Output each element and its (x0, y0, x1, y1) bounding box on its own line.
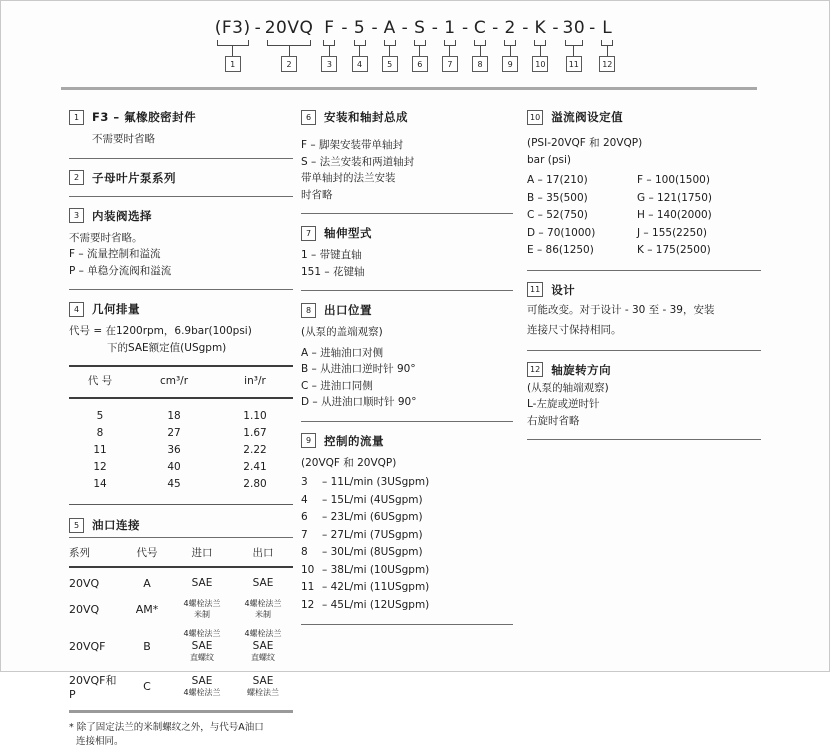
code-separator: - (254, 18, 261, 38)
code-stem (540, 46, 541, 56)
code-segment-8 (471, 17, 489, 72)
divider (69, 537, 293, 538)
code-stem (449, 46, 450, 56)
section-line: 带单轴封的法兰安装 (301, 172, 396, 184)
code-stem (359, 46, 360, 56)
section-line: C – 进油口同侧 (301, 379, 373, 392)
table-cell: C (143, 680, 151, 693)
displacement-table (69, 365, 293, 505)
column-left (69, 105, 293, 749)
section-line: 1 – 带键直轴 (301, 249, 362, 261)
section-6-mounting-seal (301, 109, 513, 214)
divider (301, 290, 513, 291)
relief-item: J – 155(2250) (637, 226, 707, 239)
code-segment-text: A (383, 18, 396, 38)
code-number-box: 8 (472, 56, 488, 72)
code-separator: - (552, 18, 559, 38)
code-segment-text: 20VQ (264, 18, 314, 38)
code-segment-text: 2 (504, 18, 516, 38)
code-number-box: 2 (281, 56, 297, 72)
section-line: D – 从进油口顺时针 90° (301, 396, 417, 408)
code-stem (289, 46, 290, 56)
table-cell: 14 (93, 478, 107, 490)
section-line: 右旋时省略 (527, 414, 580, 427)
code-segment-text: (F3) (214, 18, 251, 38)
relief-item: D – 70(1000) (527, 226, 596, 239)
code-stem (480, 46, 481, 56)
section-line: bar (psi) (527, 153, 571, 166)
table-row (69, 459, 293, 476)
section-line: B – 从进油口逆时针 90° (301, 363, 416, 375)
code-stem (607, 46, 608, 56)
section-line: F – 流量控制和溢流 (69, 248, 161, 260)
section-title: 轴旋转方向 (551, 362, 612, 377)
section-line: 151 – 花键轴 (301, 265, 365, 278)
code-number-box: 11 (566, 56, 582, 72)
section-11-design (527, 282, 761, 351)
port-table-bottom-rule (69, 710, 293, 713)
divider (69, 158, 293, 159)
section-number-badge: 12 (527, 362, 543, 377)
divider (69, 196, 293, 197)
footnote: * 除了固定法兰的米制螺纹之外，与代号A油口 连接相同。 (69, 722, 264, 747)
code-separator: - (461, 18, 469, 38)
code-separator: - (401, 18, 408, 38)
section-title: 溢流阀设定值 (551, 110, 624, 124)
table-row (69, 577, 293, 590)
table-cell: 12 (93, 461, 107, 473)
section-title: 内装阀选择 (92, 208, 152, 223)
code-segment-text: F (324, 18, 335, 38)
code-segment-text: 30 (562, 18, 586, 38)
divider (301, 213, 513, 214)
section-number-badge: 1 (69, 110, 84, 125)
table-cell: 20VQ (69, 577, 100, 590)
code-segment-5 (381, 17, 399, 72)
code-number-box: 6 (412, 56, 428, 72)
relief-item: K – 175(2500) (637, 244, 711, 256)
divider (527, 439, 761, 440)
code-segment-text: 5 (353, 18, 366, 38)
relief-item: E – 86(1250) (527, 244, 594, 256)
section-line: L-左旋或逆时针 (527, 398, 600, 410)
section-8-outlet-position (301, 302, 513, 422)
section-title: 出口位置 (324, 303, 372, 317)
table-cell: 2.80 (243, 478, 267, 490)
code-separator: - (371, 18, 378, 38)
table-header-cell: 代 号 (87, 375, 113, 387)
table-row (69, 442, 293, 459)
section-title: 控制的流量 (324, 433, 384, 448)
table-row (69, 599, 293, 620)
section-1-f3-seals (69, 109, 293, 159)
section-number-badge: 9 (301, 433, 316, 448)
code-stem (573, 46, 574, 56)
code-segment-6 (411, 17, 429, 72)
model-code-diagram (1, 17, 829, 72)
section-12-shaft-rotation (527, 362, 761, 441)
section-number-badge: 7 (301, 226, 316, 241)
section-2-pump-series (69, 170, 293, 197)
table-cell: 5 (96, 410, 104, 422)
section-line: 下的SAE额定值(USgpm) (107, 341, 227, 354)
section-line: P – 单稳分流阀和溢流 (69, 264, 172, 277)
code-stem (510, 46, 511, 56)
flow-item: 8 – 30L/mi (8USgpm) (301, 546, 423, 558)
table-cell: 20VQ (69, 603, 100, 616)
divider (301, 421, 513, 422)
table-cell: 36 (167, 444, 181, 456)
table-cell: 20VQF和P (69, 674, 117, 701)
table-header-cell: 系列 (69, 547, 90, 559)
table-cell: 18 (167, 410, 181, 422)
flow-item: 6 – 23L/mi (6USgpm) (301, 511, 423, 523)
section-number-badge: 2 (69, 170, 84, 185)
section-number-badge: 6 (301, 110, 316, 125)
table-header-cell: 进口 (191, 547, 213, 559)
code-number-box: 3 (321, 56, 337, 72)
table-cell: 2.22 (243, 444, 267, 456)
table-cell: B (143, 639, 151, 653)
divider (69, 289, 293, 290)
code-separator: - (589, 18, 596, 38)
code-segment-2 (264, 17, 315, 72)
divider (527, 350, 761, 351)
table-cell: A (143, 577, 151, 590)
table-header-cell: 出口 (252, 547, 274, 559)
table-cell: 4螺栓法兰 米制 (244, 599, 282, 619)
relief-item: H – 140(2000) (637, 209, 712, 221)
code-separator: - (431, 18, 438, 38)
header-rule (61, 87, 757, 90)
section-intro: (20VQF 和 20VQP) (301, 456, 397, 469)
divider (527, 270, 761, 271)
code-segment-9 (501, 17, 519, 72)
table-cell: SAE (252, 577, 274, 589)
code-segment-text: 1 (444, 18, 456, 38)
section-3-internal-valve (69, 208, 293, 291)
section-title: F3 – 氟橡胶密封件 (92, 110, 197, 124)
port-table-header (69, 540, 293, 568)
code-stem (329, 46, 330, 56)
section-line: (从泵的轴端观察) (527, 381, 609, 394)
section-line: (PSI-20VQF 和 20VQP) (527, 137, 643, 149)
code-segment-text: K (534, 18, 547, 38)
code-stem (232, 46, 233, 56)
flow-item: 3 – 11L/min (3USgpm) (301, 476, 430, 488)
table-cell: 40 (167, 461, 181, 473)
section-line: 时省略 (301, 188, 333, 201)
code-separator: - (492, 18, 499, 38)
section-number-badge: 8 (301, 303, 316, 318)
section-line: A – 进轴油口对侧 (301, 346, 384, 359)
section-5-port-connections (69, 517, 293, 749)
flow-item: 10 – 38L/mi (10USgpm) (301, 563, 430, 576)
code-segment-text: S (414, 18, 426, 38)
relief-item: C – 52(750) (527, 209, 588, 221)
table-cell: AM* (135, 603, 159, 616)
section-line: 不需要时省略 (92, 133, 155, 145)
table-cell: 20VQF (69, 639, 106, 653)
table-cell: 27 (167, 427, 181, 439)
table-cell: 2.41 (243, 461, 267, 473)
table-cell: 4螺栓法兰 SAE 直螺纹 (244, 629, 282, 662)
table-cell: 11 (93, 444, 107, 456)
table-row (69, 672, 293, 701)
code-number-box: 9 (502, 56, 518, 72)
section-number-badge: 4 (69, 302, 84, 317)
code-separator: - (522, 18, 529, 38)
column-middle (301, 105, 513, 749)
relief-item: A – 17(210) (527, 174, 588, 186)
displacement-table-header (69, 367, 293, 399)
code-number-box: 5 (382, 56, 398, 72)
table-cell: SAE (191, 577, 213, 589)
section-line: 不需要时省略。 (69, 231, 143, 244)
section-line: 可能改变。对于设计 - 30 至 - 39，安装 (527, 303, 715, 316)
section-7-shaft-type (301, 225, 513, 291)
table-row (69, 408, 293, 425)
code-stem (389, 46, 390, 56)
table-cell: SAE 4螺栓法兰 (183, 674, 221, 697)
column-right (527, 105, 761, 749)
code-number-box: 1 (225, 56, 241, 72)
section-4-displacement (69, 301, 293, 505)
code-separator: - (341, 18, 348, 38)
section-line: 连接尺寸保持相同。 (527, 323, 622, 336)
section-9-controlled-flow (301, 433, 513, 626)
section-10-relief-valve (527, 109, 761, 271)
table-row (69, 476, 293, 493)
table-cell: 45 (167, 478, 181, 490)
table-cell: 8 (96, 427, 104, 439)
code-number-box: 12 (599, 56, 615, 72)
table-cell: SAE 螺栓法兰 (247, 674, 279, 697)
section-number-badge: 5 (69, 518, 84, 533)
code-number-box: 7 (442, 56, 458, 72)
relief-item: G – 121(1750) (637, 191, 713, 204)
displacement-table-body (69, 399, 293, 504)
flow-item: 4 – 15L/mi (4USgpm) (301, 493, 423, 506)
port-table (69, 540, 293, 701)
section-intro: (从泵的盖端观察) (301, 326, 383, 338)
flow-item: 11 – 42L/mi (11USgpm) (301, 581, 430, 593)
code-segment-7 (441, 17, 459, 72)
table-cell: 4螺栓法兰 米制 (183, 599, 221, 619)
section-line: S – 法兰安装和两道轴封 (301, 155, 415, 168)
section-title: 安装和轴封总成 (324, 110, 408, 124)
section-title: 几何排量 (92, 302, 140, 316)
code-segment-text: C (473, 18, 487, 38)
section-number-badge: 10 (527, 110, 543, 125)
relief-settings-list (527, 172, 761, 260)
table-row (69, 629, 293, 663)
section-number-badge: 3 (69, 208, 84, 223)
section-title: 子母叶片泵系列 (92, 170, 176, 185)
code-number-box: 10 (532, 56, 548, 72)
code-segment-1 (214, 17, 252, 72)
relief-item: F – 100(1500) (637, 174, 710, 186)
section-title: 轴伸型式 (324, 226, 372, 240)
model-code-row (214, 17, 617, 72)
table-header-cell: cm³/r (159, 375, 189, 387)
table-row (69, 425, 293, 442)
code-number-box: 4 (352, 56, 368, 72)
flow-item: 7 – 27L/mi (7USgpm) (301, 528, 423, 541)
section-title: 设计 (551, 282, 576, 297)
table-cell: 1.10 (243, 410, 267, 422)
relief-item: B – 35(500) (527, 191, 588, 204)
code-segment-11 (562, 17, 587, 72)
code-stem (419, 46, 420, 56)
table-header-cell: 代号 (136, 547, 158, 559)
section-title: 油口连接 (92, 518, 140, 532)
section-line: F – 脚架安装带单轴封 (301, 139, 403, 151)
section-number-badge: 11 (527, 282, 543, 297)
table-cell: 1.67 (243, 427, 267, 439)
flow-item: 12 – 45L/mi (12USgpm) (301, 598, 430, 611)
code-segment-3 (320, 17, 338, 72)
section-line: 代号 = 在1200rpm，6.9bar(100psi) (69, 325, 252, 337)
table-cell: 4螺栓法兰 SAE 直螺纹 (183, 629, 221, 662)
divider (301, 624, 513, 625)
code-segment-10 (531, 17, 549, 72)
body-columns (69, 105, 761, 749)
code-segment-4 (351, 17, 369, 72)
code-segment-text: L (602, 18, 613, 38)
table-header-cell: in³/r (244, 375, 266, 387)
code-segment-12 (598, 17, 616, 72)
